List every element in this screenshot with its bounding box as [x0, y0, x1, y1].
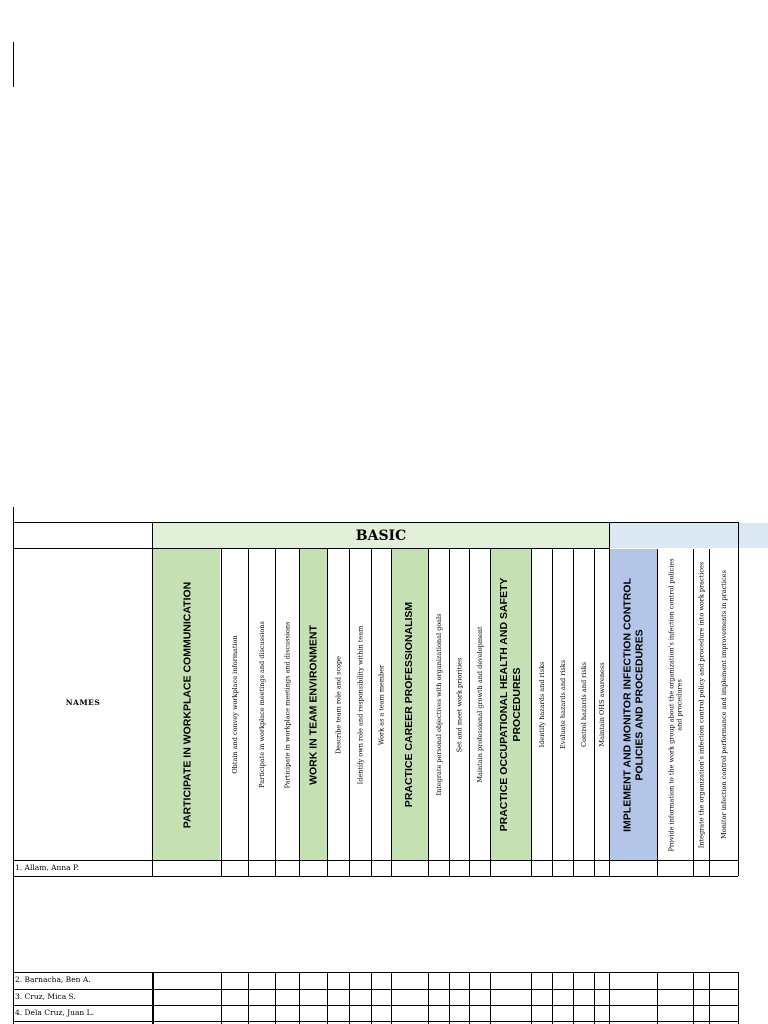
- grid-line: [531, 549, 532, 876]
- competency-header: Work as a team member: [377, 664, 385, 745]
- grid-line: [221, 549, 222, 876]
- table-row: 2. Barnacha, Ben A.: [15, 975, 91, 984]
- grid-line: [594, 972, 595, 1024]
- grid-line: [469, 549, 470, 876]
- grid-line: [469, 972, 470, 1024]
- competency-header: Participate in workplace meetings and discussions: [257, 621, 266, 788]
- grid-line: [693, 549, 694, 876]
- competency-header: Identify own role and responsibility within team: [356, 625, 364, 784]
- grid-line: [371, 972, 372, 1024]
- grid-line: [13, 972, 738, 973]
- grid-line: [13, 507, 14, 1024]
- grid-line: [152, 522, 153, 876]
- names-header: NAMES: [65, 698, 101, 707]
- grid-line: [531, 972, 532, 1024]
- grid-line: [391, 972, 392, 1024]
- table-row: 4. Dela Cruz, Juan L.: [15, 1008, 95, 1017]
- grid-line: [153, 972, 154, 1024]
- competency-header: Describe team role and scope: [334, 655, 342, 754]
- grid-line: [609, 972, 610, 1024]
- competency-header: Maintain professional growth and development: [475, 626, 484, 783]
- category-header: IMPLEMENT AND MONITOR INFECTION CONTROL POLICIES AND PROCEDURES: [620, 577, 645, 832]
- grid-line: [552, 549, 553, 876]
- grid-line: [709, 549, 710, 876]
- competency-header: Monitor infection control performance and implement improvements in practices: [719, 570, 728, 839]
- grid-line: [349, 972, 350, 1024]
- grid-line: [594, 549, 595, 876]
- grid-line: [13, 1021, 738, 1022]
- grid-line: [449, 549, 450, 876]
- competency-header: Obtain and convey workplace information: [230, 635, 239, 774]
- grid-line: [327, 972, 328, 1024]
- grid-line: [709, 972, 710, 1024]
- text-cursor: [13, 42, 14, 87]
- competency-header: Control hazards and risks: [579, 662, 588, 747]
- competency-header: Integrate personal objectives with organizational goals: [434, 613, 443, 796]
- grid-line: [275, 972, 276, 1024]
- competency-header: Set and meet work priorities: [455, 657, 463, 752]
- competency-header: Provide information to the work group about the organization's infection control policies and procedures: [667, 557, 683, 852]
- grid-line: [490, 972, 491, 1024]
- competency-header: Maintain OHS awareness: [597, 662, 606, 747]
- grid-line: [13, 548, 610, 549]
- category-header: PRACTICE OCCUPATIONAL HEALTH AND SAFETY PROCEDURES: [498, 577, 523, 832]
- category-header: PRACTICE CAREER PROFESSIONALISM: [403, 601, 416, 808]
- grid-line: [248, 549, 249, 876]
- category-header: PARTICIPATE IN WORKPLACE COMMUNICATION: [180, 581, 193, 828]
- grid-line: [657, 549, 658, 876]
- grid-line: [371, 549, 372, 876]
- grid-line: [275, 549, 276, 876]
- competency-header: Evaluate hazards and risks: [558, 659, 567, 750]
- grid-line: [428, 549, 429, 876]
- competency-header: Participate in workplace meetings and discussions: [283, 621, 291, 788]
- grid-line: [490, 549, 491, 876]
- competency-header: Integrate the organization's infection control policy and procedure into work practices: [697, 561, 705, 848]
- grid-line: [657, 972, 658, 1024]
- grid-line: [349, 549, 350, 876]
- grid-line: [573, 972, 574, 1024]
- grid-line: [552, 972, 553, 1024]
- grid-line: [299, 549, 300, 876]
- grid-line: [391, 549, 392, 876]
- competency-header: Identify hazards and risks: [537, 661, 546, 748]
- table-row: 1. Allam, Anna P.: [15, 863, 79, 872]
- grid-line: [221, 972, 222, 1024]
- grid-line: [428, 972, 429, 1024]
- grid-line: [13, 522, 738, 523]
- grid-line: [13, 860, 738, 861]
- grid-line: [738, 522, 739, 876]
- category-header: WORK IN TEAM ENVIRONMENT: [306, 624, 319, 785]
- grid-line: [573, 549, 574, 876]
- grid-line: [738, 972, 739, 1024]
- grid-line: [327, 549, 328, 876]
- grid-line: [13, 989, 738, 990]
- grid-line: [299, 972, 300, 1024]
- table-row: 3. Cruz, Mica S.: [15, 992, 76, 1001]
- grid-line: [13, 1005, 738, 1006]
- grid-line: [248, 972, 249, 1024]
- grid-line: [449, 972, 450, 1024]
- grid-line: [693, 972, 694, 1024]
- grid-line: [13, 876, 738, 877]
- section-label-basic: BASIC: [355, 528, 407, 544]
- next-section-band: [609, 523, 768, 548]
- grid-line: [609, 522, 610, 876]
